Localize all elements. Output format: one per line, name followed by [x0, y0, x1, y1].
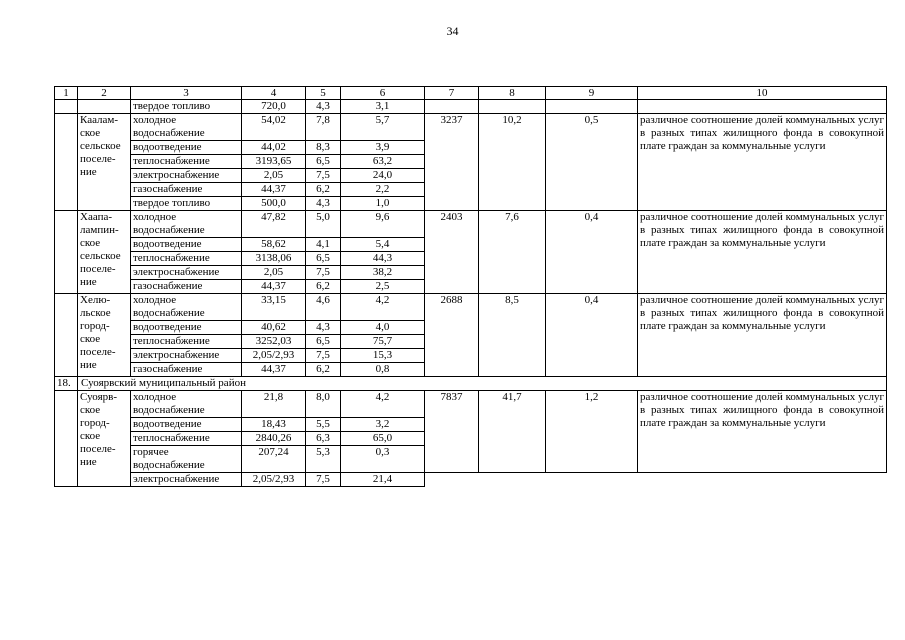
note-cell: различное соотношение долей коммунальных услуг в разных типах жилищного фонда в совокупной плате граждан за коммунальные услуги — [638, 294, 887, 377]
value-cell: 47,82 — [242, 211, 306, 238]
service-cell: водоотведение — [131, 238, 242, 252]
value-cell: 0,4 — [546, 211, 638, 294]
value-cell: 75,7 — [341, 335, 425, 349]
value-cell: 33,15 — [242, 294, 306, 321]
value-cell: 5,7 — [341, 114, 425, 141]
value-cell: 3,2 — [341, 418, 425, 432]
value-cell: 0,4 — [546, 294, 638, 377]
value-cell: 7837 — [425, 391, 479, 473]
empty-cell — [546, 100, 638, 114]
service-cell: холодное водоснабжение — [131, 294, 242, 321]
section-number: 18. — [55, 377, 78, 391]
header-cell: 6 — [341, 87, 425, 100]
tariff-table — [54, 86, 887, 487]
settlement-name: Суоярв-ское город-ское поселе-ние — [78, 391, 131, 487]
table-row — [55, 473, 887, 487]
value-cell: 54,02 — [242, 114, 306, 141]
table-row — [55, 211, 887, 238]
value-cell: 3237 — [425, 114, 479, 211]
table-row — [55, 391, 887, 418]
value-cell: 21,4 — [341, 473, 425, 487]
empty-cell — [55, 114, 78, 211]
service-cell: электроснабжение — [131, 473, 242, 487]
value-cell: 2840,26 — [242, 432, 306, 446]
table-row — [55, 100, 887, 114]
value-cell: 4,1 — [306, 238, 341, 252]
value-cell: 6,2 — [306, 280, 341, 294]
header-cell: 3 — [131, 87, 242, 100]
section-title: Суоярвский муниципальный район — [78, 377, 887, 391]
service-cell: газоснабжение — [131, 183, 242, 197]
value-cell: 9,6 — [341, 211, 425, 238]
settlement-name: Хелю-льское город-ское поселе-ние — [78, 294, 131, 377]
service-cell: горячее водоснабжение — [131, 446, 242, 473]
header-cell: 1 — [55, 87, 78, 100]
table-row — [55, 114, 887, 141]
note-cell: различное соотношение долей коммунальных услуг в разных типах жилищного фонда в совокупной плате граждан за коммунальные услуги — [638, 211, 887, 294]
value-cell: 7,5 — [306, 349, 341, 363]
empty-cell — [638, 100, 887, 114]
table-body — [55, 87, 887, 487]
header-cell: 4 — [242, 87, 306, 100]
header-cell: 10 — [638, 87, 887, 100]
service-cell: теплоснабжение — [131, 155, 242, 169]
value-cell: 2,2 — [341, 183, 425, 197]
value-cell: 44,37 — [242, 363, 306, 377]
service-cell: водоотведение — [131, 418, 242, 432]
value-cell: 1,2 — [546, 391, 638, 473]
note-cell: различное соотношение долей коммунальных услуг в разных типах жилищного фонда в совокупной плате граждан за коммунальные услуги — [638, 391, 887, 473]
value-cell: 2403 — [425, 211, 479, 294]
value-cell: 21,8 — [242, 391, 306, 418]
empty-cell — [55, 100, 78, 114]
value-cell: 0,8 — [341, 363, 425, 377]
value-cell: 5,4 — [341, 238, 425, 252]
service-cell: холодное водоснабжение — [131, 114, 242, 141]
page-number: 34 — [446, 24, 459, 38]
value-cell: 2688 — [425, 294, 479, 377]
value-cell: 0,5 — [546, 114, 638, 211]
value-cell: 6,2 — [306, 183, 341, 197]
header-cell: 7 — [425, 87, 479, 100]
service-cell: теплоснабжение — [131, 335, 242, 349]
value-cell: 3252,03 — [242, 335, 306, 349]
value-cell: 3138,06 — [242, 252, 306, 266]
service-cell: электроснабжение — [131, 266, 242, 280]
service-cell: электроснабжение — [131, 169, 242, 183]
value-cell: 6,3 — [306, 432, 341, 446]
empty-cell — [55, 211, 78, 294]
value-cell: 4,6 — [306, 294, 341, 321]
service-cell: теплоснабжение — [131, 252, 242, 266]
value-cell: 1,0 — [341, 197, 425, 211]
empty-cell — [55, 294, 78, 377]
value-cell: 8,3 — [306, 141, 341, 155]
value-cell: 500,0 — [242, 197, 306, 211]
value-cell: 6,5 — [306, 155, 341, 169]
header-cell: 8 — [479, 87, 546, 100]
value-cell: 2,05/2,93 — [242, 349, 306, 363]
value-cell: 7,5 — [306, 169, 341, 183]
value-cell: 2,5 — [341, 280, 425, 294]
value-cell: 7,5 — [306, 266, 341, 280]
empty-cell — [479, 100, 546, 114]
value-cell: 720,0 — [242, 100, 306, 114]
value-cell: 18,43 — [242, 418, 306, 432]
value-cell: 44,02 — [242, 141, 306, 155]
value-cell: 40,62 — [242, 321, 306, 335]
table-row — [55, 294, 887, 321]
value-cell: 6,5 — [306, 252, 341, 266]
value-cell: 41,7 — [479, 391, 546, 473]
value-cell: 5,5 — [306, 418, 341, 432]
value-cell: 2,05/2,93 — [242, 473, 306, 487]
value-cell: 4,2 — [341, 294, 425, 321]
value-cell: 58,62 — [242, 238, 306, 252]
value-cell: 3,9 — [341, 141, 425, 155]
service-cell: теплоснабжение — [131, 432, 242, 446]
service-cell: электроснабжение — [131, 349, 242, 363]
service-cell: холодное водоснабжение — [131, 391, 242, 418]
value-cell: 5,3 — [306, 446, 341, 473]
value-cell: 44,37 — [242, 280, 306, 294]
empty-cell — [55, 391, 78, 487]
service-cell: газоснабжение — [131, 363, 242, 377]
value-cell: 207,24 — [242, 446, 306, 473]
service-cell: твердое топливо — [131, 197, 242, 211]
settlement-name: Хаапа-лампин-ское сельское поселе-ние — [78, 211, 131, 294]
table-header-row — [55, 87, 887, 100]
service-cell: холодное водоснабжение — [131, 211, 242, 238]
header-cell: 9 — [546, 87, 638, 100]
value-cell: 63,2 — [341, 155, 425, 169]
note-cell: различное соотношение долей коммунальных услуг в разных типах жилищного фонда в совокупной плате граждан за коммунальные услуги — [638, 114, 887, 211]
empty-cell — [78, 100, 131, 114]
value-cell: 4,0 — [341, 321, 425, 335]
value-cell: 2,05 — [242, 169, 306, 183]
value-cell: 4,3 — [306, 100, 341, 114]
service-cell: водоотведение — [131, 321, 242, 335]
value-cell: 38,2 — [341, 266, 425, 280]
header-cell: 2 — [78, 87, 131, 100]
value-cell: 4,3 — [306, 197, 341, 211]
service-cell: водоотведение — [131, 141, 242, 155]
value-cell: 24,0 — [341, 169, 425, 183]
value-cell: 3,1 — [341, 100, 425, 114]
value-cell: 44,37 — [242, 183, 306, 197]
section-row — [55, 377, 887, 391]
settlement-name: Каалам-ское сельское поселе-ние — [78, 114, 131, 211]
value-cell: 8,0 — [306, 391, 341, 418]
value-cell: 5,0 — [306, 211, 341, 238]
value-cell: 4,2 — [341, 391, 425, 418]
value-cell: 2,05 — [242, 266, 306, 280]
value-cell: 10,2 — [479, 114, 546, 211]
value-cell: 65,0 — [341, 432, 425, 446]
empty-cell — [425, 100, 479, 114]
value-cell: 3193,65 — [242, 155, 306, 169]
header-cell: 5 — [306, 87, 341, 100]
value-cell: 7,5 — [306, 473, 341, 487]
value-cell: 0,3 — [341, 446, 425, 473]
value-cell: 6,2 — [306, 363, 341, 377]
value-cell: 8,5 — [479, 294, 546, 377]
value-cell: 7,6 — [479, 211, 546, 294]
value-cell: 4,3 — [306, 321, 341, 335]
value-cell: 44,3 — [341, 252, 425, 266]
service-cell: твердое топливо — [131, 100, 242, 114]
value-cell: 6,5 — [306, 335, 341, 349]
value-cell: 7,8 — [306, 114, 341, 141]
service-cell: газоснабжение — [131, 280, 242, 294]
value-cell: 15,3 — [341, 349, 425, 363]
